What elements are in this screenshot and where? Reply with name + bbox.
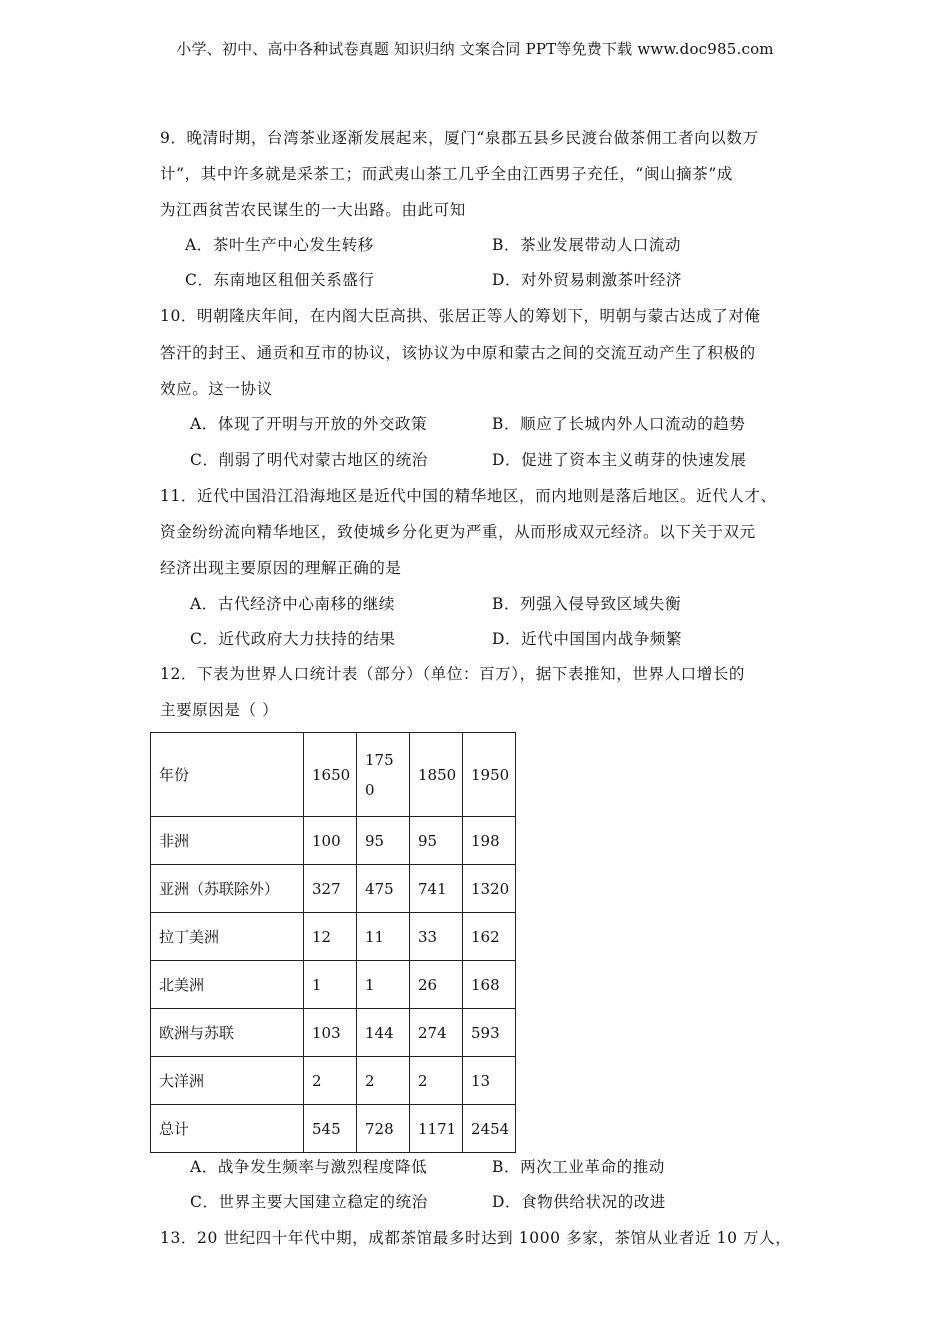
- option-a[interactable]: A．茶叶生产中心发生转移: [185, 236, 374, 254]
- table-cell: 100: [304, 817, 357, 865]
- table-row: [151, 1009, 516, 1057]
- table-cell: 26: [410, 961, 463, 1009]
- table-cell: 1: [304, 961, 357, 1009]
- question-line: 计”，其中许多就是采茶工；而武夷山茶工几乎全由江西男子充任，“闽山摘茶”成: [160, 165, 733, 183]
- table-cell: 1850: [410, 733, 463, 817]
- question-line: 经济出现主要原因的理解正确的是: [160, 559, 402, 577]
- question-line: 资金纷纷流向精华地区，致使城乡分化更为严重，从而形成双元经济。以下关于双元: [160, 523, 756, 541]
- table-cell: 327: [304, 865, 357, 913]
- table-cell: 非洲: [151, 817, 304, 865]
- table-cell: 741: [410, 865, 463, 913]
- option-c[interactable]: C．近代政府大力扶持的结果: [190, 630, 396, 648]
- table-cell: 2454: [463, 1105, 516, 1153]
- table-cell: 475: [357, 865, 410, 913]
- table-header-row: [151, 733, 516, 817]
- option-b[interactable]: B．茶业发展带动人口流动: [492, 236, 682, 254]
- table-cell-line: 175: [365, 750, 394, 769]
- table-cell: 103: [304, 1009, 357, 1057]
- table-cell: 1: [357, 961, 410, 1009]
- table-cell: 北美洲: [151, 961, 304, 1009]
- option-d[interactable]: D．促进了资本主义萌芽的快速发展: [492, 451, 747, 469]
- question-line: 10．明朝隆庆年间，在内阁大臣高拱、张居正等人的筹划下，明朝与蒙古达成了对俺: [160, 307, 761, 325]
- table-cell: 1950: [463, 733, 516, 817]
- question-line: 12．下表为世界人口统计表（部分）（单位：百万），据下表推知，世界人口增长的: [160, 665, 746, 683]
- option-a[interactable]: A．战争发生频率与激烈程度降低: [190, 1158, 428, 1176]
- table-cell: 1171: [410, 1105, 463, 1153]
- option-c[interactable]: C．世界主要大国建立稳定的统治: [190, 1193, 428, 1211]
- table-cell: [357, 733, 410, 817]
- table-cell: 年份: [151, 733, 304, 817]
- table-cell: 274: [410, 1009, 463, 1057]
- table-cell: 总计: [151, 1105, 304, 1153]
- option-d[interactable]: D．对外贸易刺激茶叶经济: [492, 271, 683, 289]
- option-b[interactable]: B．顺应了长城内外人口流动的趋势: [492, 415, 746, 433]
- table-cell: 大洋洲: [151, 1057, 304, 1105]
- option-d[interactable]: D．近代中国国内战争频繁: [492, 630, 683, 648]
- table-cell: 162: [463, 913, 516, 961]
- table-cell: 593: [463, 1009, 516, 1057]
- question-line: 主要原因是（ ）: [160, 701, 279, 719]
- question-line: 9．晚清时期，台湾茶业逐渐发展起来，厦门“泉郡五县乡民渡台做茶佣工者向以数万: [160, 129, 759, 147]
- page-header: 小学、初中、高中各种试卷真题 知识归纳 文案合同 PPT等免费下载 www.doc985.com: [176, 40, 774, 58]
- question-line: 13．20 世纪四十年代中期，成都茶馆最多时达到 1000 多家，茶馆从业者近 10 万人，: [160, 1229, 792, 1247]
- question-line: 答汗的封王、通贡和互市的协议，该协议为中原和蒙古之间的交流互动产生了积极的: [160, 344, 756, 362]
- table-row: [151, 1105, 516, 1153]
- table-row: [151, 817, 516, 865]
- table-cell: 545: [304, 1105, 357, 1153]
- table-cell: 1650: [304, 733, 357, 817]
- option-c[interactable]: C．东南地区租佃关系盛行: [185, 271, 375, 289]
- table-cell: 11: [357, 913, 410, 961]
- table-cell: 95: [410, 817, 463, 865]
- table-cell: 728: [357, 1105, 410, 1153]
- table-row: [151, 913, 516, 961]
- table-cell: 拉丁美洲: [151, 913, 304, 961]
- table-cell: 144: [357, 1009, 410, 1057]
- question-line: 为江西贫苦农民谋生的一大出路。由此可知: [160, 201, 466, 219]
- table-row: [151, 1057, 516, 1105]
- table-cell-line: 0: [365, 780, 375, 799]
- table-cell: 2: [410, 1057, 463, 1105]
- table-cell: 168: [463, 961, 516, 1009]
- table-cell: 198: [463, 817, 516, 865]
- population-table: [150, 732, 516, 1153]
- option-b[interactable]: B．两次工业革命的推动: [492, 1158, 665, 1176]
- table-cell: 13: [463, 1057, 516, 1105]
- table-row: [151, 865, 516, 913]
- option-a[interactable]: A．体现了开明与开放的外交政策: [190, 415, 428, 433]
- option-b[interactable]: B．列强入侵导致区域失衡: [492, 595, 682, 613]
- option-c[interactable]: C．削弱了明代对蒙古地区的统治: [190, 451, 428, 469]
- question-line: 11．近代中国沿江沿海地区是近代中国的精华地区，而内地则是落后地区。近代人才、: [160, 487, 777, 505]
- table-row: [151, 961, 516, 1009]
- question-line: 效应。这一协议: [160, 380, 273, 398]
- table-cell: 2: [304, 1057, 357, 1105]
- table-cell: 95: [357, 817, 410, 865]
- table-cell: 亚洲（苏联除外）: [151, 865, 304, 913]
- table-cell: 欧洲与苏联: [151, 1009, 304, 1057]
- table-cell: 1320: [463, 865, 516, 913]
- table-cell: 2: [357, 1057, 410, 1105]
- table-cell: 12: [304, 913, 357, 961]
- table-cell: 33: [410, 913, 463, 961]
- option-a[interactable]: A．古代经济中心南移的继续: [190, 595, 395, 613]
- option-d[interactable]: D．食物供给状况的改进: [492, 1193, 667, 1211]
